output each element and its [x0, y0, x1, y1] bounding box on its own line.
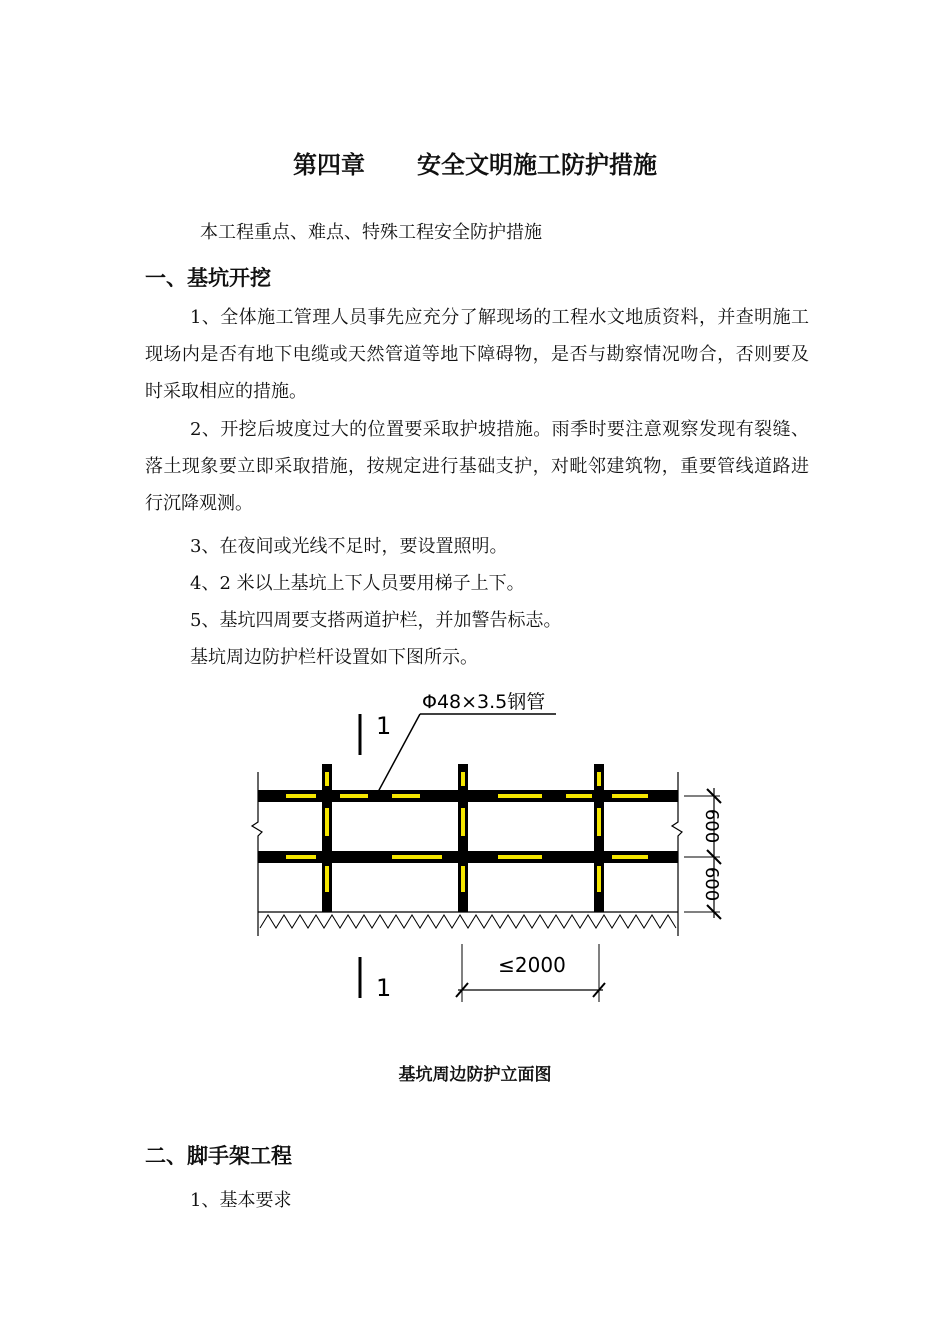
post-1-stripe-c — [325, 866, 329, 892]
rail-middle-stripe-3 — [498, 855, 542, 859]
section-mark-bottom: 1 — [376, 974, 392, 1002]
rail-top-stripe-1 — [286, 794, 316, 798]
rail-top-stripe-6 — [612, 794, 648, 798]
paragraph-2: 2、开挖后坡度过大的位置要采取护坡措施。雨季时要注意观察发现有裂缝、落土现象要立即采取措施，按规定进行基础支护，对毗邻建筑物，重要管线道路进行沉降观测。 — [145, 419, 809, 514]
paragraph-1: 1、全体施工管理人员事先应充分了解现场的工程水文地质资料，并查明施工现场内是否有地下电缆或天然管道等地下障碍物，是否与勘察情况吻合，否则要及时采取相应的措施。 — [145, 307, 809, 402]
section-heading-excavation: 一、基坑开挖 — [145, 266, 271, 290]
rail-middle-stripe-4 — [612, 855, 648, 859]
rail-top-stripe-3 — [392, 794, 420, 798]
dim-spacing: ≤2000 — [498, 953, 566, 977]
rail-middle-stripe-1 — [286, 855, 316, 859]
rail-top-stripe-2 — [340, 794, 368, 798]
post-3-stripe-a — [597, 772, 601, 786]
post-1-stripe-b — [325, 808, 329, 836]
scaffolding-item-1: 1、基本要求 — [190, 1190, 292, 1211]
pipe-label: Φ48×3.5钢管 — [422, 691, 546, 713]
post-2-stripe-a — [461, 772, 465, 786]
post-3-stripe-b — [597, 808, 601, 836]
section-heading-scaffolding: 二、脚手架工程 — [145, 1144, 292, 1168]
ground-hatching — [260, 915, 676, 928]
post-2-stripe-b — [461, 808, 465, 836]
intro-text: 本工程重点、难点、特殊工程安全防护措施 — [200, 222, 542, 243]
dim-vertical-top: 600 — [701, 808, 722, 844]
figure-caption: 基坑周边防护立面图 — [398, 1065, 552, 1085]
paragraph-3: 3、在夜间或光线不足时，要设置照明。 — [190, 536, 508, 557]
section-mark-top: 1 — [376, 712, 392, 740]
post-2-stripe-c — [461, 866, 465, 892]
paragraph-4: 4、2 米以上基坑上下人员要用梯子上下。 — [190, 573, 525, 594]
post-3-stripe-c — [597, 866, 601, 892]
rail-top-stripe-4 — [498, 794, 542, 798]
chapter-number: 第四章 — [293, 150, 365, 179]
paragraph-5: 5、基坑四周要支搭两道护栏，并加警告标志。 — [190, 610, 562, 631]
post-1-stripe-a — [325, 772, 329, 786]
figure-intro: 基坑周边防护栏杆设置如下图所示。 — [190, 647, 478, 668]
dim-vertical-bottom: 600 — [701, 866, 722, 902]
chapter-name: 安全文明施工防护措施 — [417, 150, 657, 179]
rail-top-stripe-5 — [566, 794, 592, 798]
rail-middle-stripe-2 — [392, 855, 442, 859]
